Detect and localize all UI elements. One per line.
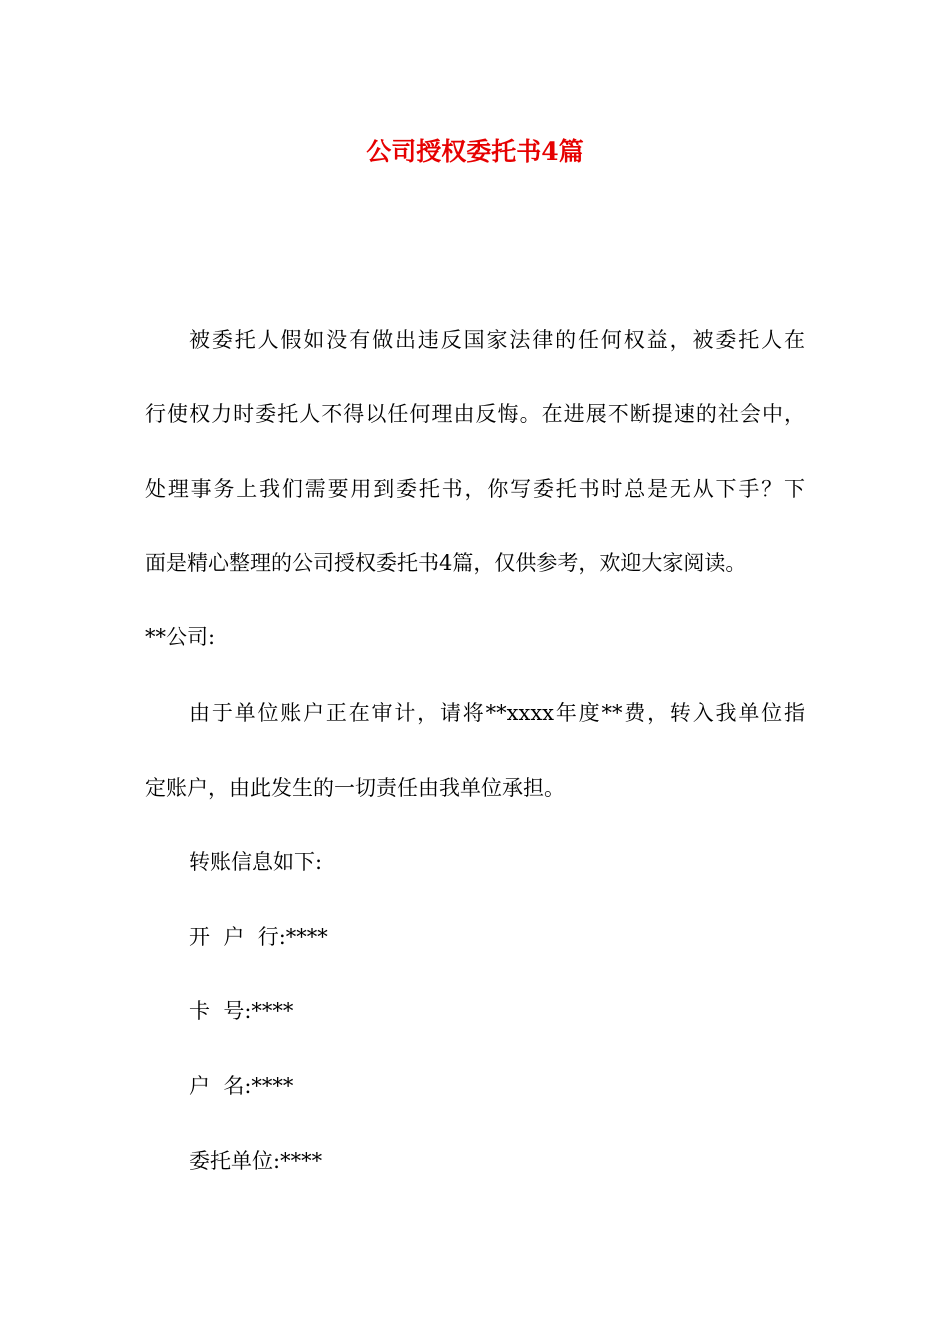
document-title: 公司授权委托书4篇 <box>366 137 584 166</box>
intro-line-2: 行使权力时委托人不得以任何理由反悔。在进展不断提速的社会中， <box>145 402 805 426</box>
field-bank: 开 户 行:**** <box>189 925 328 949</box>
salutation: **公司: <box>145 625 216 649</box>
field-entrusting-unit: 委托单位:**** <box>189 1149 323 1173</box>
intro-line-1: 被委托人假如没有做出违反国家法律的任何权益，被委托人在 <box>189 328 805 352</box>
intro-line-3: 处理事务上我们需要用到委托书，你写委托书时总是无从下手？下 <box>145 477 805 501</box>
body-line-1: 由于单位账户正在审计，请将**xxxx年度**费，转入我单位指 <box>189 701 805 725</box>
intro-line-4: 面是精心整理的公司授权委托书4篇，仅供参考，欢迎大家阅读。 <box>145 551 747 575</box>
field-card-number: 卡 号:**** <box>189 999 294 1023</box>
transfer-heading: 转账信息如下: <box>189 850 323 874</box>
body-line-2: 定账户，由此发生的一切责任由我单位承担。 <box>145 776 565 800</box>
field-account-name: 户 名:**** <box>189 1074 294 1098</box>
